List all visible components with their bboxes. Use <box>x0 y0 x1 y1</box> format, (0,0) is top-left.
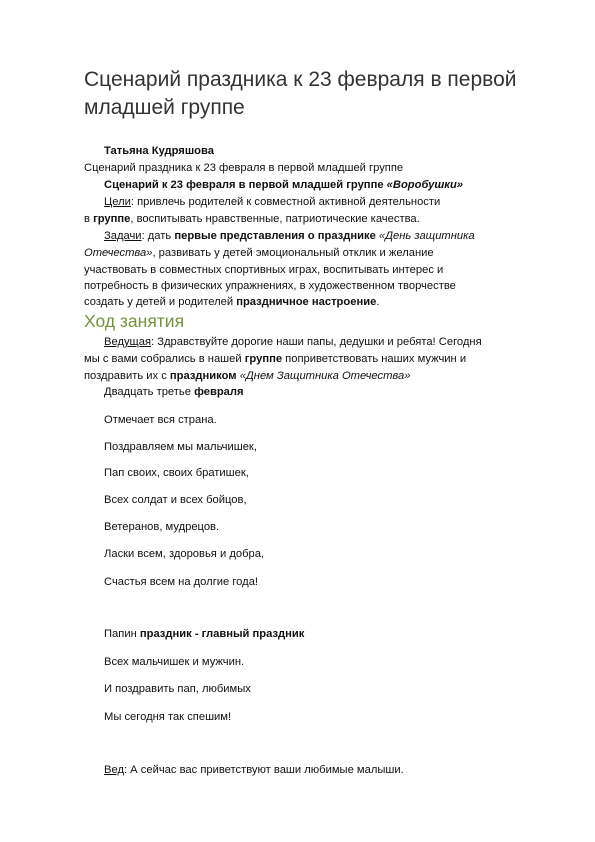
host-intro-text-1: : Здравствуйте дорогие наши папы, дедушки и ребята! Сегодня <box>151 336 482 348</box>
poem2-line-1-pre: Папин <box>104 628 140 640</box>
poem2-line-1-bold: праздник - главный праздник <box>139 628 305 640</box>
goals-line-1 <box>104 194 544 210</box>
poem1-line: Ласки всем, здоровья и добра, <box>104 548 265 560</box>
host-intro-text-2-post: поприветствовать наших мужчин и <box>282 353 467 365</box>
subtitle-line <box>104 177 544 193</box>
poem2-line-1 <box>104 626 304 642</box>
tasks-text-1: : дать <box>141 230 175 242</box>
subtitle-italic: «Воробушки» <box>386 179 464 191</box>
tasks-text-5-end: . <box>376 296 380 308</box>
goals-label: Цели <box>104 196 131 208</box>
tasks-line-4: потребность в физических упражнениях, в художественном творчестве <box>84 280 456 292</box>
host-intro-text-3-pre: поздравить их с <box>84 370 170 382</box>
poem1-line-1-pre: Двадцать третье <box>104 386 195 398</box>
tasks-line-5 <box>84 294 524 310</box>
poem2-line: И поздравить пап, любимых <box>104 683 251 695</box>
goals-text-1: : привлечь родителей к совместной активной деятельности <box>130 196 441 208</box>
host-intro-text-2-pre: мы с вами собрались в нашей <box>84 353 245 365</box>
poem1-line: Поздравляем мы мальчишек, <box>104 441 257 453</box>
document-title: Сценарий праздника к 23 февраля в первой младшей группе <box>84 68 517 119</box>
host-end-text: : А сейчас вас приветствуют ваши любимые малыши. <box>123 764 404 776</box>
poem1-line-1 <box>104 384 244 400</box>
poem2-line: Всех мальчишек и мужчин. <box>104 656 245 668</box>
poem1-line: Ветеранов, мудрецов. <box>104 521 220 533</box>
tasks-text-5: создать у детей и родителей <box>84 296 237 308</box>
tasks-text-1-italic: «День защитника <box>375 230 475 242</box>
host-intro-text-3-bold: праздником <box>169 370 237 382</box>
poem1-line: Всех солдат и всех бойцов, <box>104 494 247 506</box>
section-heading: Ход занятия <box>84 311 185 331</box>
tasks-text-5-bold: праздничное настроение <box>236 296 377 308</box>
goals-line-2 <box>84 211 524 227</box>
tasks-line-1 <box>104 228 544 244</box>
tasks-label: Задачи <box>104 230 142 242</box>
poem1-line: Пап своих, своих братишек, <box>104 467 249 479</box>
host-intro-text-2-bold: группе <box>244 353 283 365</box>
host-intro-line-2 <box>84 351 524 367</box>
author-name: Татьяна Кудряшова <box>104 145 214 157</box>
tasks-line-2 <box>84 245 524 261</box>
tasks-text-2-italic: Отечества» <box>84 247 153 259</box>
host-intro-line-3 <box>84 368 524 384</box>
host-end-label: Вед <box>104 764 124 776</box>
goals-text-2-pre: в <box>84 213 94 225</box>
goals-text-2-post: , воспитывать нравственные, патриотические качества. <box>130 213 420 225</box>
poem1-line-1-bold: февраля <box>194 386 244 398</box>
subtitle-bold: Сценарий к 23 февраля в первой младшей группе <box>104 179 384 191</box>
tasks-text-1-bold: первые представления о празднике <box>174 230 376 242</box>
poem1-line: Счастья всем на долгие года! <box>104 576 259 588</box>
poem1-line: Отмечает вся страна. <box>104 414 217 426</box>
host-end-line <box>104 762 404 778</box>
subtitle-plain: Сценарий праздника к 23 февраля в первой младшей группе <box>84 162 404 174</box>
tasks-line-3: участвовать в совместных спортивных играх, воспитывать интерес и <box>84 264 444 276</box>
host-intro-text-3-italic: «Днем Защитника Отечества» <box>236 370 411 382</box>
goals-text-2-bold: группе <box>93 213 131 225</box>
tasks-text-2: , развивать у детей эмоциональный отклик и желание <box>152 247 434 259</box>
host-intro-line-1 <box>104 334 544 350</box>
poem2-line: Мы сегодня так спешим! <box>104 711 232 723</box>
host-label: Ведущая <box>104 336 152 348</box>
